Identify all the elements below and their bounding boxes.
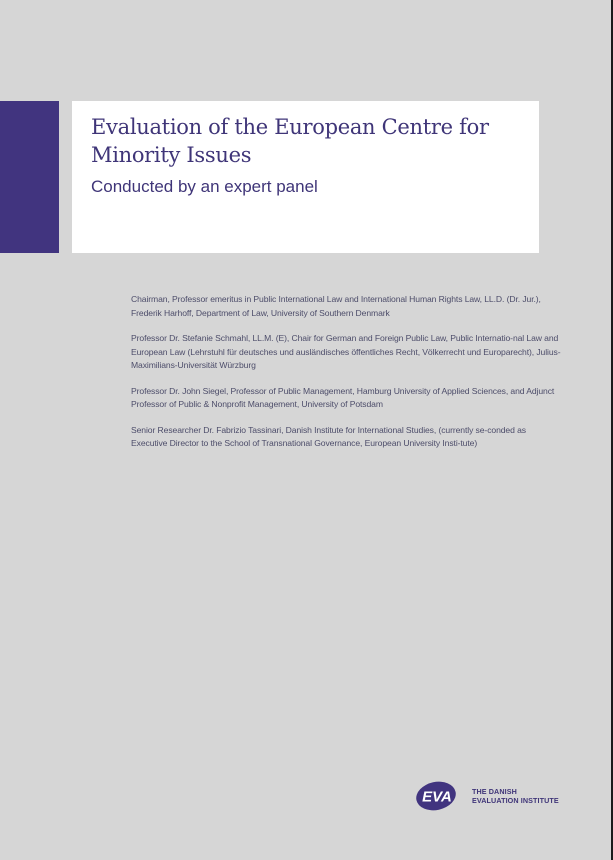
report-title: Evaluation of the European Centre for Minority Issues bbox=[91, 115, 489, 167]
eva-logo-icon bbox=[416, 780, 460, 812]
panel-member-siegel: Professor Dr. John Siegel, Professor of Public Management, Hamburg University of Applied Sciences, and Adjunct Professor of Public & Nonprofit Management, University of Potsdam bbox=[131, 385, 555, 409]
logo-line-2: EVALUATION INSTITUTE bbox=[472, 795, 559, 805]
panel-member-chairman: Chairman, Professor emeritus in Public International Law and International Human Rights Law, LL.D. (Dr. Jur.), Frederik Harhoff, Department of Law, University of Southern Denmark bbox=[131, 294, 541, 318]
eva-logo-text bbox=[472, 788, 559, 805]
panel-member-schmahl: Professor Dr. Stefanie Schmahl, LL.M. (E), Chair for German and Foreign Public Law, Public Internatio-nal Law and European Law (Lehrstuhl für deutsches und ausländisches öffentliches Recht, Völkerrecht und Europarecht), Julius-Maximilians-Universität Würzburg bbox=[131, 333, 561, 370]
report-subtitle: Conducted by an expert panel bbox=[91, 177, 318, 196]
svg-text:EVA: EVA bbox=[422, 788, 452, 806]
panel-member-tassinari: Senior Researcher Dr. Fabrizio Tassinari, Danish Institute for International Studies, (currently se-conded as Executive Director to the School of Transnational Governance, European University Insti-tute) bbox=[131, 424, 526, 448]
accent-bar bbox=[0, 101, 59, 253]
logo-line-1: THE DANISH bbox=[472, 787, 517, 796]
expert-panel-list bbox=[131, 293, 561, 463]
eva-logo bbox=[416, 780, 559, 812]
title-box bbox=[72, 101, 539, 253]
